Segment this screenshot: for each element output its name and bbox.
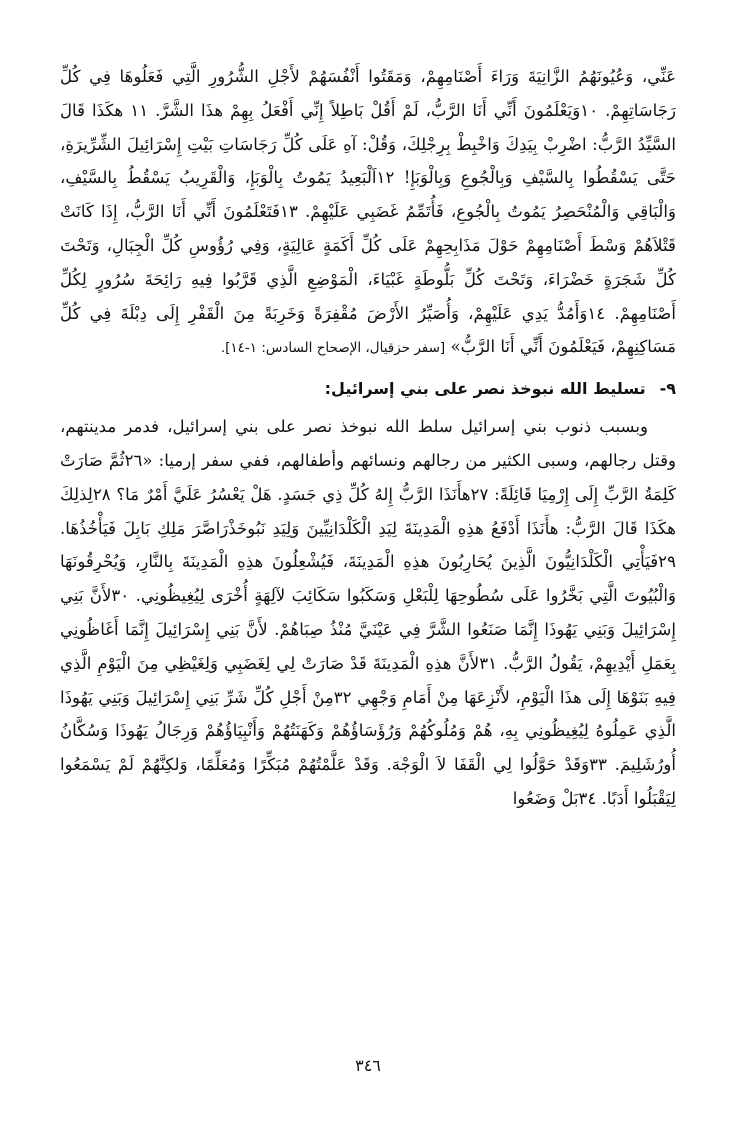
section-number: ٩- (659, 379, 676, 399)
section-title: تسليط الله نبوخذ نصر على بني إسرائيل: (324, 379, 646, 399)
ezekiel-quote-text: عَنِّي، وَعُيُونَهُمُ الزَّانِيَةَ وَرَاءَ أَصْنَامِهِمْ، وَمَقَتُوا أَنْفُسَهُمْ لأَجْلِ الشُّرُورِ الَّتِي فَعَلُوهَا فِي كُلِّ رَجَاسَاتِهِمْ. ١٠وَيَعْلَمُونَ أَنِّي أَنَا الرَّبُّ، لَمْ أَقُلْ بَاطِلاً إِنِّي أَفْعَلُ بِهِمْ هذَا الشَّرَّ. ١١ هكَذَا قَالَ السَّيِّدُ الرَّبُّ: اضْرِبْ بِيَدِكَ وَاخْبِطْ بِرِجْلِكَ، وَقُلْ: آهِ عَلَى كُلِّ رَجَاسَاتِ بَيْتِ إِسْرَائِيلَ الشِّرِّيرَةِ، حَتَّى يَسْقُطُوا بِالسَّيْفِ وَبِالْجُوعِ وَبِالْوَبَإِ! ١٢اَلْبَعِيدُ يَمُوتُ بِالْوَبَإِ، وَالْقَرِيبُ يَسْقُطُ بِالسَّيْفِ، وَالْبَاقِي وَالْمُنْحَصِرُ يَمُوتُ بِالْجُوعِ، فَأُتَمِّمُ غَضَبِي عَلَيْهِمْ. ١٣فَتَعْلَمُونَ أَنِّي أَنَا الرَّبُّ، إِذَا كَانَتْ قَتْلاَهُمْ وَسْطَ أَصْنَامِهِمْ حَوْلَ مَذَابِحِهِمْ عَلَى كُلِّ أَكَمَةٍ عَالِيَةٍ، وَفِي رُؤُوسِ كُلِّ الْجِبَالِ، وَتَحْتَ كُلِّ شَجَرَةٍ خَضْرَاءَ، وَتَحْتَ كُلِّ بَلُّوطَةٍ غَبْيَاءَ، الْمَوْضِعِ الَّذِي قَرَّبُوا فِيهِ رَائِحَةَ سُرُورٍ لِكُلِّ أَصْنَامِهِمْ. ١٤وَأَمُدُّ يَدِي عَلَيْهِمْ، وَأُصَيِّرُ الأَرْضَ مُقْفِرَةً وَخَرِبَةً مِنَ الْقَفْرِ إِلَى دِبْلَةَ فِي كُلِّ مَسَاكِنِهِمْ، فَيَعْلَمُونَ أَنِّي أَنَا الرَّبُّ» (60, 67, 677, 357)
section-heading (60, 374, 676, 404)
page-body (60, 60, 676, 816)
scripture-paragraph-ezekiel (60, 60, 676, 366)
page-number: ٣٤٦ (355, 1056, 381, 1075)
body-paragraph-jeremiah: وبسبب ذنوب بني إسرائيل سلط الله نبوخذ نصر على بني إسرائيل، فدمر مدينتهم، وقتل رجالهم، وسبى الكثير من رجالهم ونسائهم وأطفالهم، ففي سفر إرميا: «٢٦ثُمَّ صَارَتْ كَلِمَةُ الرَّبِّ إِلَى إِرْمِيَا قَائِلَةً: ٢٧هأَنَذَا الرَّبُّ إِلهُ كُلِّ ذِي جَسَدٍ. هَلْ يَعْسُرُ عَلَيَّ أَمْرٌ مَا؟ ٢٨لِذلِكَ هكَذَا قَالَ الرَّبُّ: هأَنَذَا أَدْفَعُ هذِهِ الْمَدِينَةَ لِيَدِ الْكَلْدَانِيِّينَ وَلِيَدِ نَبُوخَذْرَاصَّرَ مَلِكِ بَابِلَ فَيَأْخُذُهَا. ٢٩فَيَأْتِي الْكَلْدَانِيُّونَ الَّذِينَ يُحَارِبُونَ هذِهِ الْمَدِينَةَ، فَيُشْعِلُونَ هذِهِ الْمَدِينَةَ بِالنَّارِ، وَيُحْرِقُونَهَا وَالْبُيُوتَ الَّتِي بَخَّرُوا عَلَى سُطُوحِهَا لِلْبَعْلِ وَسَكَبُوا سَكَائِبَ لآلِهَةٍ أُخْرَى لِيُغِيظُونِي. ٣٠لأَنَّ بَنِي إِسْرَائِيلَ وَبَنِي يَهُوذَا إِنَّمَا صَنَعُوا الشَّرَّ فِي عَيْنَيَّ مُنْذُ صِبَاهُمْ. لأَنَّ بَنِي إِسْرَائِيلَ إِنَّمَا أَغَاظُونِي بِعَمَلِ أَيْدِيهِمْ، يَقُولُ الرَّبُّ. ٣١لأَنَّ هذِهِ الْمَدِينَةَ قَدْ صَارَتْ لِي لِغَضَبِي وَلِغَيْظِي مِنَ الْيَوْمِ الَّذِي فِيهِ بَنَوْهَا إِلَى هذَا الْيَوْمِ، لأَنْزِعَهَا مِنْ أَمَامِ وَجْهِي ٣٢مِنْ أَجْلِ كُلِّ شَرِّ بَنِي إِسْرَائِيلَ وَبَنِي يَهُوذَا الَّذِي عَمِلُوهُ لِيُغِيظُونِي بِهِ، هُمْ وَمُلُوكُهُمْ وَرُؤَسَاؤُهُمْ وَكَهَنَتُهُمْ وَأَنْبِيَاؤُهُمْ وَرِجَالُ يَهُوذَا وَسُكَّانُ أُورُشَلِيمَ. ٣٣وَقَدْ حَوَّلُوا لِي الْقَفَا لاَ الْوَجْهَ. وَقَدْ عَلَّمْتُهُمْ مُبَكِّرًا وَمُعَلِّمًا، وَلكِنَّهُمْ لَمْ يَسْمَعُوا لِيَقْبَلُوا أَدَبًا. ٣٤بَلْ وَضَعُوا (60, 417, 677, 808)
citation-ezekiel: [سفر حزقيال، الإصحاح السادس: ١-١٤]. (220, 340, 446, 357)
